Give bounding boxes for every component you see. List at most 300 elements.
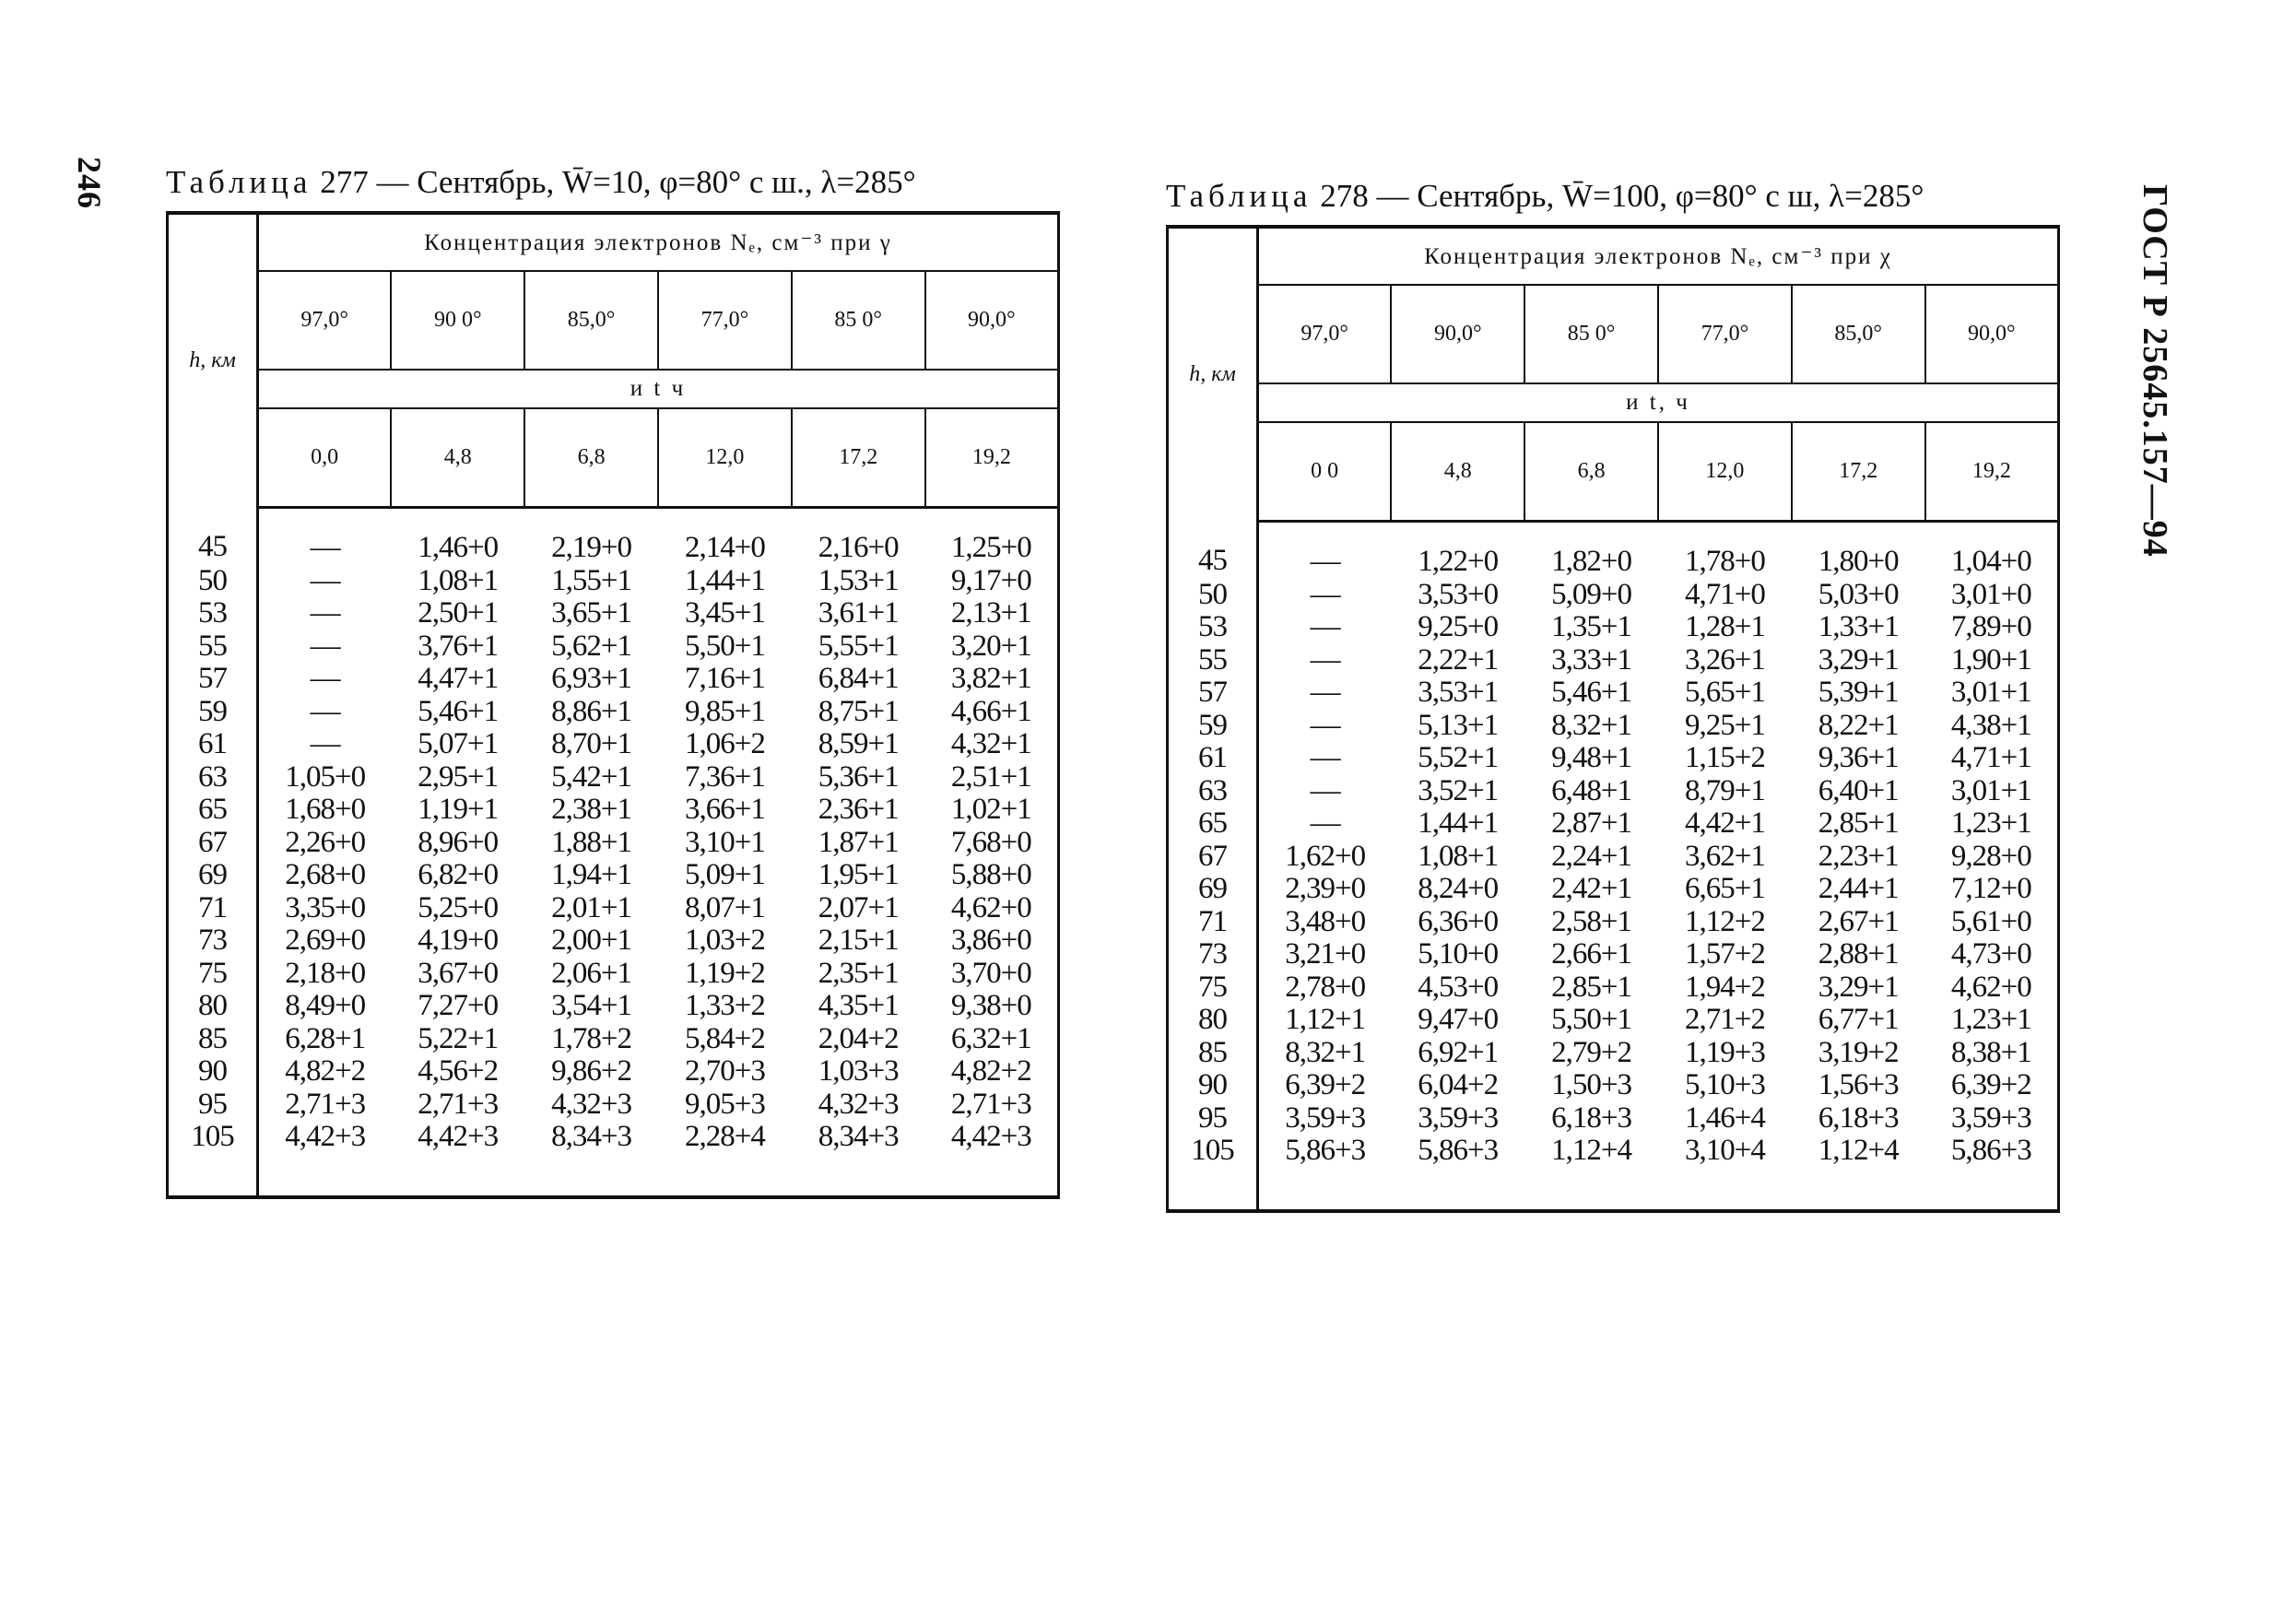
concentration-cell: 4,82+2 (925, 1055, 1059, 1089)
altitude-cell: 73 (1168, 938, 1258, 971)
concentration-cell: 4,32+3 (551, 1087, 631, 1121)
altitude-cell: 53 (1168, 611, 1258, 644)
concentration-cell: 3,33+1 (1551, 642, 1631, 677)
concentration-cell: 2,67+1 (1818, 904, 1899, 938)
concentration-cell: 4,82+2 (285, 1054, 366, 1088)
concentration-cell: 5,61+0 (1925, 906, 2059, 939)
table-row (1168, 742, 2059, 775)
concentration-cell: 2,71+3 (285, 1087, 366, 1121)
concentration-cell: 3,48+0 (1285, 904, 1366, 938)
concentration-cell: 1,55+1 (551, 563, 631, 597)
altitude-cell: 71 (1168, 906, 1258, 939)
altitude-cell: 75 (1168, 971, 1258, 1005)
concentration-cell: 5,39+1 (1818, 676, 1899, 709)
table-caption (166, 161, 1060, 204)
concentration-cell: 1,33+2 (684, 989, 765, 1022)
concentration-cell: 1,35+1 (1551, 610, 1631, 643)
altitude-cell: 85 (168, 1023, 258, 1056)
concentration-cell: 5,09+1 (684, 858, 765, 891)
table-row (168, 696, 1059, 729)
table-277-block (166, 161, 1060, 1199)
concentration-cell: 3,67+0 (418, 956, 499, 990)
time-value-cell: 0 0 (1258, 422, 1392, 522)
concentration-cell: 5,50+1 (1551, 1003, 1631, 1036)
concentration-cell: 7,12+0 (1925, 873, 2059, 906)
concentration-cell: 8,86+1 (551, 694, 631, 728)
data-table (166, 211, 1060, 1199)
concentration-cell: 1,62+0 (1285, 839, 1366, 873)
table-row (168, 508, 1059, 565)
concentration-cell: — (1310, 676, 1340, 709)
concentration-cell: 4,42+3 (391, 1121, 524, 1197)
concentration-cell: 1,19+3 (1684, 1035, 1765, 1069)
concentration-cell: 3,45+1 (684, 596, 765, 630)
time-value-cell: 6,8 (524, 408, 658, 508)
time-value-cell: 19,2 (1925, 422, 2059, 522)
concentration-cell: 1,78+0 (1684, 545, 1765, 578)
concentration-cell: 8,75+1 (818, 694, 899, 728)
angle-header-cell: 97,0° (258, 271, 392, 370)
concentration-cell: — (310, 629, 340, 663)
table-row (1168, 1102, 2059, 1136)
concentration-cell: 1,12+4 (1524, 1135, 1658, 1211)
caption-text: 277 — Сентябрь, W̄=10, φ=80° с ш., λ=285° (320, 164, 916, 200)
concentration-cell: 2,58+1 (1551, 904, 1631, 938)
concentration-cell: — (1310, 806, 1340, 840)
table-row (1168, 579, 2059, 612)
concentration-cell: 6,28+1 (285, 1021, 366, 1055)
concentration-cell: 3,01+0 (1925, 579, 2059, 612)
table-caption (1166, 175, 2060, 218)
concentration-cell: 1,28+1 (1684, 610, 1765, 643)
concentration-cell: 3,21+0 (1285, 937, 1366, 971)
concentration-cell: 6,77+1 (1818, 1003, 1899, 1036)
caption-text: 278 — Сентябрь, W̄=100, φ=80° с ш, λ=285° (1320, 178, 1924, 214)
concentration-cell: 2,18+0 (285, 956, 366, 990)
concentration-cell: 4,47+1 (418, 662, 499, 695)
concentration-cell: 1,22+0 (1418, 545, 1499, 578)
table-row (1168, 873, 2059, 906)
concentration-cell: 8,96+0 (418, 825, 499, 859)
concentration-cell: 7,16+1 (684, 662, 765, 695)
concentration-cell: 1,95+1 (818, 858, 899, 891)
concentration-cell: 2,36+1 (818, 793, 899, 826)
table-row (1168, 1069, 2059, 1102)
table-row (168, 794, 1059, 827)
concentration-cell: 3,62+1 (1684, 839, 1765, 873)
h-column-header: h, км (168, 213, 258, 508)
table-row (1168, 644, 2059, 677)
concentration-cell: 1,12+1 (1285, 1003, 1366, 1036)
concentration-cell: 1,12+4 (1792, 1135, 1925, 1211)
table-body (168, 508, 1059, 1197)
concentration-cell: 1,23+1 (1925, 1004, 2059, 1037)
concentration-cell: 2,51+1 (925, 761, 1059, 794)
concentration-cell: 2,06+1 (551, 956, 631, 990)
angle-header-cell: 77,0° (658, 271, 792, 370)
concentration-cell: 2,68+0 (285, 858, 366, 891)
concentration-cell: 3,59+3 (1925, 1102, 2059, 1136)
altitude-cell: 80 (168, 990, 258, 1023)
concentration-cell: 3,61+1 (818, 596, 899, 630)
concentration-cell: 5,50+1 (684, 629, 765, 663)
concentration-cell: 1,44+1 (684, 563, 765, 597)
concentration-cell: 6,18+3 (1551, 1100, 1631, 1135)
concentration-cell: 1,50+3 (1551, 1068, 1631, 1101)
time-value-cell: 6,8 (1524, 422, 1658, 522)
table-row (168, 827, 1059, 860)
concentration-cell: 3,52+1 (1418, 773, 1499, 807)
concentration-cell: — (1310, 642, 1340, 677)
table-row (1168, 807, 2059, 841)
concentration-cell: 3,10+4 (1658, 1135, 1792, 1211)
concentration-cell: 4,71+0 (1684, 577, 1765, 611)
concentration-cell: 4,35+1 (818, 989, 899, 1022)
concentration-cell: 7,68+0 (925, 827, 1059, 860)
concentration-cell: — (310, 531, 340, 564)
time-value-cell: 17,2 (792, 408, 925, 508)
altitude-cell: 63 (1168, 775, 1258, 808)
concentration-cell: 2,28+4 (658, 1121, 792, 1197)
table-row (168, 597, 1059, 630)
concentration-cell: 6,48+1 (1551, 773, 1631, 807)
angle-header-cell: 77,0° (1658, 285, 1792, 383)
concentration-cell: 9,25+1 (1684, 708, 1765, 742)
h-column-header: h, км (1168, 227, 1258, 522)
concentration-cell: 2,71+3 (418, 1087, 499, 1121)
concentration-cell: 7,27+0 (418, 989, 499, 1022)
table-row (1168, 906, 2059, 939)
concentration-cell: 4,66+1 (925, 696, 1059, 729)
concentration-cell: 2,35+1 (818, 956, 899, 990)
table-row (1168, 1037, 2059, 1070)
concentration-cell: 2,88+1 (1818, 937, 1899, 971)
concentration-cell: 1,80+0 (1818, 545, 1899, 578)
concentration-cell: 5,22+1 (418, 1021, 499, 1055)
concentration-cell: 5,65+1 (1684, 676, 1765, 709)
altitude-cell: 63 (168, 761, 258, 794)
concentration-cell: 5,84+2 (684, 1021, 765, 1055)
concentration-cell: 6,93+1 (551, 662, 631, 695)
concentration-cell: 1,56+3 (1818, 1068, 1899, 1101)
concentration-cell: 1,46+0 (418, 531, 499, 564)
concentration-cell: 1,94+2 (1684, 970, 1765, 1004)
table-row (1168, 1135, 2059, 1211)
concentration-cell: 9,47+0 (1418, 1003, 1499, 1036)
concentration-cell: 3,59+3 (1285, 1100, 1366, 1135)
concentration-cell: 2,50+1 (418, 596, 499, 630)
table-row (1168, 1004, 2059, 1037)
concentration-header: Концентрация электронов Nₑ, см⁻³ при γ (258, 213, 1059, 271)
concentration-cell: 9,85+1 (684, 694, 765, 728)
time-value-cell: 4,8 (391, 408, 524, 508)
time-value-cell: 17,2 (1792, 422, 1925, 522)
altitude-cell: 50 (1168, 579, 1258, 612)
altitude-cell: 85 (1168, 1037, 1258, 1070)
concentration-cell: — (1310, 708, 1340, 742)
angle-header-cell: 85,0° (524, 271, 658, 370)
table-row (168, 1121, 1059, 1197)
altitude-cell: 105 (1168, 1135, 1258, 1211)
concentration-cell: 3,20+1 (925, 630, 1059, 664)
concentration-header: Концентрация электронов Nₑ, см⁻³ при χ (1258, 227, 2059, 285)
table-row (168, 728, 1059, 761)
concentration-cell: 8,32+1 (1285, 1035, 1366, 1069)
concentration-cell: 1,88+1 (551, 825, 631, 859)
concentration-cell: 5,88+0 (925, 859, 1059, 892)
table-row (168, 859, 1059, 892)
time-header: и t, ч (1258, 383, 2059, 422)
concentration-cell: 4,53+0 (1418, 970, 1499, 1004)
concentration-cell: 5,25+0 (418, 890, 499, 924)
concentration-cell: 3,66+1 (684, 793, 765, 826)
concentration-cell: 9,48+1 (1551, 741, 1631, 774)
concentration-cell: 1,68+0 (285, 793, 366, 826)
concentration-cell: 8,34+3 (524, 1121, 658, 1197)
concentration-cell: 8,59+1 (818, 727, 899, 760)
concentration-cell: 1,08+1 (1418, 839, 1499, 873)
concentration-cell: 6,65+1 (1684, 872, 1765, 905)
altitude-cell: 95 (168, 1089, 258, 1122)
concentration-cell: 1,46+4 (1684, 1100, 1765, 1135)
concentration-cell: 5,52+1 (1418, 741, 1499, 774)
altitude-cell: 71 (168, 892, 258, 925)
concentration-cell: 1,05+0 (285, 759, 366, 794)
concentration-cell: 3,10+1 (684, 825, 765, 859)
concentration-cell: 2,16+0 (818, 531, 899, 564)
concentration-cell: 2,13+1 (925, 597, 1059, 630)
concentration-cell: 5,46+1 (418, 694, 499, 728)
table-row (1168, 522, 2059, 579)
angle-header-cell: 90 0° (391, 271, 524, 370)
concentration-cell: 1,82+0 (1551, 545, 1631, 578)
concentration-cell: 7,36+1 (684, 759, 765, 794)
concentration-cell: 1,12+2 (1684, 904, 1765, 938)
document-code: ГОСТ Р 25645.157—94 (2136, 184, 2174, 558)
time-value-cell: 0,0 (258, 408, 392, 508)
concentration-cell: 4,32+1 (925, 728, 1059, 761)
concentration-cell: 1,19+1 (418, 793, 499, 826)
concentration-cell: 4,56+2 (418, 1054, 499, 1088)
concentration-cell: 4,62+0 (1925, 971, 2059, 1005)
table-row (168, 761, 1059, 794)
concentration-cell: 3,76+1 (418, 629, 499, 663)
concentration-cell: 1,02+1 (925, 794, 1059, 827)
concentration-cell: 4,32+3 (818, 1087, 899, 1121)
concentration-cell: 3,82+1 (925, 663, 1059, 696)
concentration-cell: 1,08+1 (418, 563, 499, 597)
concentration-cell: 8,07+1 (684, 890, 765, 924)
concentration-cell: 4,38+1 (1925, 710, 2059, 743)
concentration-cell: 6,39+2 (1925, 1069, 2059, 1102)
table-row (168, 663, 1059, 696)
concentration-cell: 4,42+1 (1684, 806, 1765, 840)
concentration-cell: 2,71+2 (1684, 1003, 1765, 1036)
altitude-cell: 61 (168, 728, 258, 761)
concentration-cell: 5,09+0 (1551, 577, 1631, 611)
concentration-cell: 1,25+0 (925, 508, 1059, 565)
concentration-cell: 2,79+2 (1551, 1035, 1631, 1069)
concentration-cell: 5,46+1 (1551, 676, 1631, 709)
concentration-cell: 2,39+0 (1285, 872, 1366, 905)
concentration-cell: 1,94+1 (551, 858, 631, 891)
concentration-cell: 5,86+3 (1925, 1135, 2059, 1211)
altitude-cell: 65 (168, 794, 258, 827)
altitude-cell: 61 (1168, 742, 1258, 775)
concentration-cell: 4,62+0 (925, 892, 1059, 925)
concentration-cell: — (310, 563, 340, 597)
table-row (1168, 841, 2059, 874)
concentration-cell: 2,44+1 (1818, 872, 1899, 905)
table-row (168, 1089, 1059, 1122)
concentration-cell: 1,04+0 (1925, 522, 2059, 579)
concentration-cell: 2,87+1 (1551, 806, 1631, 840)
table-row (1168, 710, 2059, 743)
table-row (168, 892, 1059, 925)
time-values-row (1168, 422, 2059, 522)
concentration-cell: 2,38+1 (551, 793, 631, 826)
concentration-cell: — (1310, 577, 1340, 611)
concentration-cell: 1,90+1 (1925, 644, 2059, 677)
concentration-cell: 2,69+0 (285, 924, 366, 957)
concentration-cell: 3,01+1 (1925, 775, 2059, 808)
concentration-cell: — (1310, 741, 1340, 774)
concentration-cell: 6,36+0 (1418, 904, 1499, 938)
concentration-cell: 6,82+0 (418, 858, 499, 891)
concentration-cell: 9,25+0 (1418, 610, 1499, 643)
concentration-cell: 2,66+1 (1551, 937, 1631, 971)
angle-header-cell: 85,0° (1792, 285, 1925, 383)
table-row (168, 1023, 1059, 1056)
concentration-cell: 1,87+1 (818, 825, 899, 859)
concentration-cell: 8,24+0 (1418, 872, 1499, 905)
concentration-cell: 3,53+0 (1418, 577, 1499, 611)
concentration-cell: 8,79+1 (1684, 773, 1765, 807)
concentration-cell: 1,23+1 (1925, 807, 2059, 841)
altitude-cell: 69 (168, 859, 258, 892)
concentration-cell: 5,10+0 (1418, 937, 1499, 971)
concentration-cell: 8,22+1 (1818, 708, 1899, 742)
concentration-cell: 8,49+0 (285, 989, 366, 1022)
concentration-cell: 1,03+2 (684, 924, 765, 957)
table-row (1168, 938, 2059, 971)
table-278-block (1166, 175, 2060, 1213)
concentration-cell: 6,04+2 (1418, 1068, 1499, 1101)
concentration-cell: 3,53+1 (1418, 676, 1499, 709)
concentration-cell: 8,32+1 (1551, 708, 1631, 742)
concentration-cell: 3,29+1 (1818, 970, 1899, 1004)
concentration-cell: 6,39+2 (1285, 1068, 1366, 1101)
concentration-cell: 3,59+3 (1418, 1100, 1499, 1135)
table-body (1168, 522, 2059, 1211)
concentration-cell: 2,78+0 (1285, 970, 1366, 1004)
altitude-cell: 59 (168, 696, 258, 729)
table-row (1168, 611, 2059, 644)
concentration-cell: 5,42+1 (551, 759, 631, 794)
altitude-cell: 73 (168, 924, 258, 958)
concentration-cell: 4,19+0 (418, 924, 499, 957)
concentration-cell: 8,70+1 (551, 727, 631, 760)
concentration-cell: 1,03+3 (818, 1054, 899, 1088)
concentration-cell: 2,85+1 (1551, 970, 1631, 1004)
concentration-cell: 4,71+1 (1925, 742, 2059, 775)
concentration-cell: 4,42+3 (925, 1121, 1059, 1197)
concentration-cell: 2,07+1 (818, 890, 899, 924)
table-row (1168, 775, 2059, 808)
concentration-cell: 2,04+2 (818, 1021, 899, 1055)
concentration-cell: 9,86+2 (551, 1054, 631, 1088)
concentration-cell: 6,84+1 (818, 662, 899, 695)
concentration-cell: 1,53+1 (818, 563, 899, 597)
concentration-cell: 2,70+3 (684, 1054, 765, 1088)
concentration-cell: 2,26+0 (285, 825, 366, 859)
page-number: 246 (71, 157, 108, 209)
altitude-cell: 45 (168, 508, 258, 565)
altitude-cell: 80 (1168, 1004, 1258, 1037)
altitude-cell: 50 (168, 565, 258, 598)
table-row (168, 924, 1059, 958)
concentration-cell: — (310, 662, 340, 695)
table-row (168, 990, 1059, 1023)
concentration-cell: — (1310, 610, 1340, 643)
concentration-cell: 3,70+0 (925, 958, 1059, 991)
altitude-cell: 57 (1168, 677, 1258, 710)
concentration-cell: 4,42+3 (258, 1121, 392, 1197)
altitude-cell: 105 (168, 1121, 258, 1197)
concentration-cell: 8,38+1 (1925, 1037, 2059, 1070)
concentration-cell: 7,89+0 (1925, 611, 2059, 644)
concentration-cell: 1,15+2 (1684, 741, 1765, 774)
concentration-cell: 6,18+3 (1818, 1100, 1899, 1135)
concentration-cell: 1,33+1 (1818, 610, 1899, 643)
angle-header-row (1168, 285, 2059, 383)
altitude-cell: 90 (1168, 1069, 1258, 1102)
caption-label: Таблица (166, 164, 312, 200)
time-header: и t ч (258, 370, 1059, 408)
time-value-cell: 4,8 (1391, 422, 1524, 522)
concentration-cell: 2,24+1 (1551, 839, 1631, 873)
concentration-cell: 3,35+0 (285, 890, 366, 924)
concentration-cell: 1,44+1 (1418, 806, 1499, 840)
altitude-cell: 65 (1168, 807, 1258, 841)
time-value-cell: 12,0 (1658, 422, 1792, 522)
concentration-cell: 5,55+1 (818, 629, 899, 663)
altitude-cell: 45 (1168, 522, 1258, 579)
angle-header-cell: 97,0° (1258, 285, 1392, 383)
concentration-cell: 2,85+1 (1818, 806, 1899, 840)
concentration-cell: 3,86+0 (925, 924, 1059, 958)
concentration-cell: 2,14+0 (684, 531, 765, 564)
angle-header-row (168, 271, 1059, 370)
concentration-cell: — (310, 727, 340, 760)
concentration-cell: 2,22+1 (1418, 642, 1499, 677)
altitude-cell: 69 (1168, 873, 1258, 906)
concentration-cell: 6,40+1 (1818, 773, 1899, 807)
table-row (1168, 677, 2059, 710)
concentration-cell: 3,65+1 (551, 596, 631, 630)
concentration-cell: 5,86+3 (1258, 1135, 1392, 1211)
concentration-cell: 2,19+0 (551, 531, 631, 564)
concentration-cell: 9,36+1 (1818, 741, 1899, 774)
angle-header-cell: 90,0° (1391, 285, 1524, 383)
concentration-cell: 1,78+2 (551, 1021, 631, 1055)
angle-header-cell: 90,0° (925, 271, 1059, 370)
altitude-cell: 75 (168, 958, 258, 991)
altitude-cell: 59 (1168, 710, 1258, 743)
table-row (168, 958, 1059, 991)
altitude-cell: 53 (168, 597, 258, 630)
time-value-cell: 19,2 (925, 408, 1059, 508)
